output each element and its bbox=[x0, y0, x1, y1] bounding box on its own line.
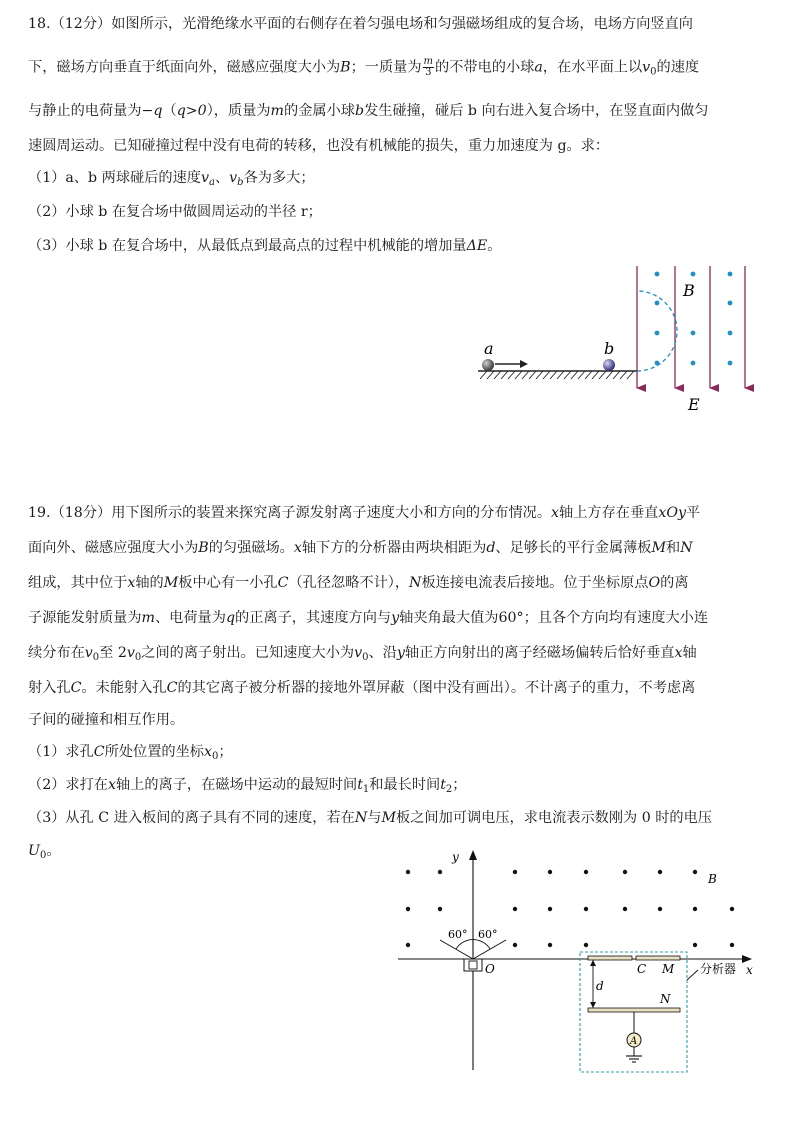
symbol-x: x bbox=[551, 505, 560, 521]
symbol-x: x bbox=[203, 744, 212, 760]
p19-text: 所处位置的坐标 bbox=[104, 744, 204, 760]
symbol-m: m bbox=[141, 610, 155, 626]
symbol-C: C bbox=[277, 575, 289, 591]
symbol-a: a bbox=[534, 59, 543, 76]
symbol-v: v bbox=[354, 645, 363, 661]
p18-text: 如图所示，光滑绝缘水平面的右侧存在着匀强电场和匀强磁场组成的复合场，电场方向竖直向 bbox=[111, 16, 693, 32]
subscript-0: 0 bbox=[211, 751, 219, 762]
p18-question-2: （2）小球 b 在复合场中做圆周运动的半径 r； bbox=[28, 204, 322, 220]
p19-number: 19. bbox=[28, 505, 51, 521]
p18-text: （3）小球 b 在复合场中，从最低点到最高点的过程中机械能的增加量 bbox=[28, 238, 467, 254]
label-B: B bbox=[708, 872, 717, 886]
symbol-m: m bbox=[270, 103, 285, 119]
p19-text: 、电荷量为 bbox=[154, 610, 226, 626]
p19-text: 用下图所示的装置来探究离子源发射离子速度大小和方向的分布情况。 bbox=[111, 505, 552, 521]
symbol-neg-q: −q bbox=[141, 103, 163, 119]
p19-text: 射入孔 bbox=[28, 680, 71, 696]
symbol-t: t bbox=[440, 777, 446, 793]
p19-text: ； bbox=[452, 777, 467, 793]
p19-text: 与 bbox=[367, 810, 382, 826]
ball-b bbox=[603, 359, 615, 371]
symbol-x: x bbox=[127, 575, 136, 591]
p19-text: 至 2 bbox=[99, 645, 127, 661]
symbol-m: m bbox=[423, 56, 434, 67]
symbol-x: x bbox=[674, 645, 683, 661]
label-E: E bbox=[688, 395, 700, 414]
p19-text: （孔径忽略不计）， bbox=[288, 575, 410, 591]
subscript-0: 0 bbox=[92, 652, 100, 663]
p18-text: 各为多大； bbox=[243, 170, 315, 186]
p19-question-3 bbox=[28, 808, 712, 828]
symbol-C: C bbox=[93, 744, 105, 760]
symbol-v: v bbox=[642, 59, 651, 76]
symbol-y: y bbox=[391, 610, 400, 626]
symbol-O: O bbox=[648, 575, 661, 591]
p18-text: 与静止的电荷量为 bbox=[28, 103, 142, 119]
subscript-a: a bbox=[208, 177, 215, 188]
symbol-v: v bbox=[229, 170, 238, 186]
angle-label-left: 60° bbox=[448, 928, 468, 941]
symbol-delta-E: ΔE bbox=[466, 238, 488, 254]
symbol-U: U bbox=[28, 843, 40, 859]
p19-score: （18分） bbox=[50, 505, 112, 521]
p19-text: 轴下方的分析器由两块相距为 bbox=[301, 540, 487, 556]
p19-figure bbox=[390, 848, 770, 1078]
p19-text: 。 bbox=[46, 843, 61, 859]
symbol-B: B bbox=[340, 59, 351, 76]
ground-icon bbox=[626, 1056, 642, 1062]
fraction-denominator: 3 bbox=[425, 67, 432, 78]
symbol-d: d bbox=[486, 540, 496, 556]
label-b: b bbox=[604, 339, 615, 358]
p19-text: 组成，其中位于 bbox=[28, 575, 128, 591]
symbol-C: C bbox=[70, 680, 82, 696]
label-C: C bbox=[637, 962, 647, 976]
p18-text: （1）a、b 两球碰后的速度 bbox=[28, 170, 201, 186]
subscript-0: 0 bbox=[362, 652, 369, 663]
p19-text: 轴的 bbox=[135, 575, 164, 591]
ion-source-inner bbox=[469, 961, 477, 969]
symbol-N: N bbox=[409, 575, 422, 591]
p18-line-3 bbox=[28, 101, 708, 121]
symbol-t: t bbox=[357, 777, 363, 793]
p19-text: （2）求打在 bbox=[28, 777, 108, 793]
label-x: x bbox=[746, 963, 753, 977]
p18-text: 的金属小球 bbox=[284, 103, 355, 119]
p19-line-4 bbox=[28, 608, 708, 628]
label-a: a bbox=[484, 339, 494, 358]
p18-number: 18. bbox=[28, 16, 51, 32]
label-analyzer: 分析器 bbox=[700, 962, 737, 976]
subscript-2: 2 bbox=[445, 784, 453, 795]
symbol-N: N bbox=[680, 540, 693, 556]
ground-hatch bbox=[480, 371, 634, 379]
p19-text: ； bbox=[218, 744, 233, 760]
p18-text: （ bbox=[162, 103, 177, 119]
p19-text: 轴夹角最大值为60°；且各个方向均有速度大小连 bbox=[399, 610, 709, 626]
fraction-m-over-3 bbox=[423, 57, 434, 78]
analyzer-leader bbox=[687, 970, 698, 980]
symbol-y: y bbox=[396, 645, 405, 661]
p19-text: 轴 bbox=[682, 645, 697, 661]
angle-label-right: 60° bbox=[478, 928, 498, 941]
p19-text: （3）从孔 C 进入板间的离子具有不同的速度，若在 bbox=[28, 810, 355, 826]
p18-question-3 bbox=[28, 236, 501, 256]
symbol-N: N bbox=[354, 810, 368, 826]
symbol-x: x bbox=[107, 777, 116, 793]
p18-line-2 bbox=[28, 57, 699, 78]
symbol-M: M bbox=[651, 540, 667, 556]
distance-arrow-bottom bbox=[590, 1002, 596, 1008]
symbol-v: v bbox=[126, 645, 135, 661]
p19-text: 之间的离子射出。已知速度大小为 bbox=[141, 645, 355, 661]
p19-text: 的正离子，其速度方向与 bbox=[235, 610, 392, 626]
x-axis-arrowhead bbox=[742, 955, 752, 963]
p19-line-1 bbox=[28, 503, 700, 523]
symbol-C: C bbox=[166, 680, 178, 696]
p19-text: 板中心有一小孔 bbox=[178, 575, 278, 591]
p18-score: （12分） bbox=[50, 16, 112, 32]
p18-text: 下，磁场方向垂直于纸面向外，磁感应强度大小为 bbox=[28, 59, 341, 76]
p19-line-3 bbox=[28, 573, 689, 593]
subscript-0: 0 bbox=[39, 850, 47, 861]
label-N: N bbox=[660, 992, 671, 1006]
p19-text: 的匀强磁场。 bbox=[208, 540, 294, 556]
p19-text: 子源能发射质量为 bbox=[28, 610, 142, 626]
p19-question-1 bbox=[28, 742, 233, 762]
subscript-0: 0 bbox=[134, 652, 142, 663]
p18-text: ；一质量为 bbox=[350, 59, 422, 76]
p19-text: 的离 bbox=[660, 575, 689, 591]
subscript-b: b bbox=[237, 177, 244, 188]
p19-text: 板连接电流表后接地。位于坐标原点 bbox=[421, 575, 649, 591]
p19-text: 轴正方向射出的离子经磁场偏转后恰好垂直 bbox=[404, 645, 675, 661]
p19-text: 、沿 bbox=[368, 645, 397, 661]
p19-line-2 bbox=[28, 538, 693, 558]
symbol-x: x bbox=[293, 540, 302, 556]
label-y: y bbox=[452, 850, 459, 864]
y-axis-arrowhead bbox=[469, 850, 477, 860]
p19-text: （1）求孔 bbox=[28, 744, 94, 760]
plate-M-right bbox=[636, 956, 680, 960]
p19-text: 的其它离子被分析器的接地外罩屏蔽（图中没有画出）。不计离子的重力，不考虑离 bbox=[177, 680, 696, 696]
p19-text: 平 bbox=[686, 505, 701, 521]
p19-text: 、足够长的平行金属薄板 bbox=[495, 540, 652, 556]
p19-line-7: 子间的碰撞和相互作用。 bbox=[28, 712, 185, 728]
p18-text: ，在水平面上以 bbox=[542, 59, 643, 76]
p19-question-3-cont bbox=[28, 841, 61, 861]
p18-question-1 bbox=[28, 168, 315, 188]
p18-text: 的不带电的小球 bbox=[435, 59, 535, 76]
label-d: d bbox=[596, 979, 604, 993]
p18-text: ），质量为 bbox=[206, 103, 271, 119]
subscript-0: 0 bbox=[650, 66, 657, 78]
p19-text: 。未能射入孔 bbox=[81, 680, 167, 696]
distance-arrow-top bbox=[590, 960, 596, 966]
ray-right-60 bbox=[473, 940, 506, 959]
symbol-M: M bbox=[163, 575, 179, 591]
plate-M-left bbox=[588, 956, 632, 960]
symbol-b: b bbox=[354, 103, 365, 119]
p19-text: 和最长时间 bbox=[369, 777, 441, 793]
velocity-arrowhead bbox=[520, 360, 528, 368]
label-B: B bbox=[683, 281, 695, 300]
ball-a bbox=[482, 359, 494, 371]
ray-left-60 bbox=[440, 940, 473, 959]
symbol-M: M bbox=[381, 810, 396, 826]
label-A: A bbox=[630, 1036, 638, 1047]
label-O: O bbox=[485, 962, 495, 976]
p18-line-1 bbox=[28, 14, 693, 34]
p19-text: 面向外、磁感应强度大小为 bbox=[28, 540, 199, 556]
p19-text: 板之间加可调电压，求电流表示数刚为 0 时的电压 bbox=[396, 810, 712, 826]
p19-line-5 bbox=[28, 643, 697, 663]
p19-question-2 bbox=[28, 775, 467, 795]
p19-line-6 bbox=[28, 678, 695, 698]
p19-text: 轴上的离子，在磁场中运动的最短时间 bbox=[115, 777, 358, 793]
p18-text: 发生碰撞，碰后 b 向右进入复合场中，在竖直面内做匀 bbox=[364, 103, 709, 119]
subscript-1: 1 bbox=[362, 784, 370, 795]
p19-text: 和 bbox=[666, 540, 681, 556]
plate-N bbox=[588, 1008, 680, 1012]
p18-text: 的速度 bbox=[656, 59, 700, 76]
symbol-B: B bbox=[198, 540, 209, 556]
symbol-q-positive: q>0 bbox=[176, 103, 207, 119]
p19-text: 续分布在 bbox=[28, 645, 85, 661]
symbol-v: v bbox=[84, 645, 93, 661]
symbol-v: v bbox=[200, 170, 209, 186]
label-M: M bbox=[662, 962, 675, 976]
symbol-xOy: xOy bbox=[658, 505, 687, 521]
p18-text: 、 bbox=[214, 170, 230, 186]
symbol-q: q bbox=[225, 610, 236, 626]
p18-figure bbox=[470, 258, 770, 418]
p18-text: 。 bbox=[487, 238, 502, 254]
p19-text: 轴上方存在垂直 bbox=[559, 505, 659, 521]
p18-line-4: 速圆周运动。已知碰撞过程中没有电荷的转移，也没有机械能的损失，重力加速度为 g。求： bbox=[28, 138, 610, 154]
